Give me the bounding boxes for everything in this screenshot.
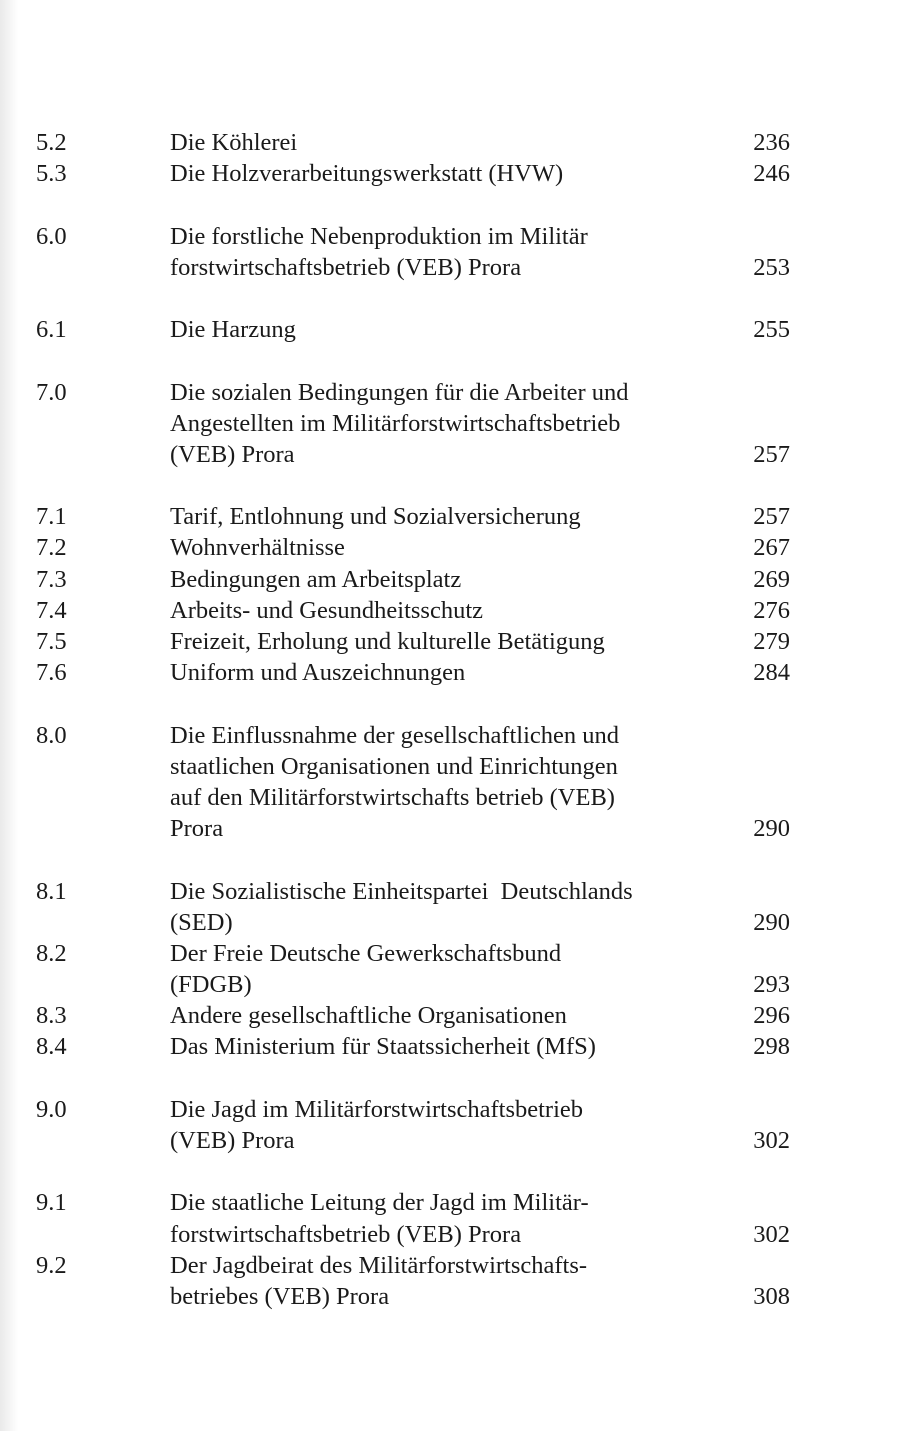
page-number: 253 (753, 253, 790, 281)
section-title: Bedingungen am Arbeitsplatz (170, 565, 462, 593)
page-number: 308 (753, 1282, 790, 1310)
section-number: 7.3 (36, 565, 67, 593)
section-title-continued: (VEB) Prora (170, 1127, 295, 1154)
page-number: 246 (753, 160, 790, 188)
toc-entry-8-1 (0, 876, 900, 938)
page-number: 276 (753, 596, 790, 624)
section-number: 9.2 (36, 1251, 67, 1279)
section-title: Die staatliche Leitung der Jagd im Militär- (170, 1189, 589, 1217)
toc-entry-5-3 (0, 158, 900, 189)
section-title: Die Sozialistische Einheitspartei Deutschlands (170, 877, 633, 905)
section-title-continued: staatlichen Organisationen und Einrichtungen (170, 752, 618, 780)
page-number: 302 (753, 1220, 790, 1248)
section-number: 8.4 (36, 1033, 67, 1061)
section-title: Die Harzung (170, 316, 296, 344)
page-number: 284 (753, 659, 790, 687)
section-number: 9.0 (36, 1095, 67, 1123)
toc-entry-9-1 (0, 1187, 900, 1249)
section-title-continued: betriebes (VEB) Prora (170, 1282, 390, 1310)
toc-entry-7-2 (0, 532, 900, 563)
page-number: 267 (753, 534, 790, 562)
section-title-continued: auf den Militärforstwirtschafts betrieb (VEB) (170, 783, 615, 811)
section-title: Die sozialen Bedingungen für die Arbeiter und (170, 378, 629, 406)
spacer (0, 1063, 900, 1094)
section-title: Arbeits- und Gesundheitsschutz (170, 596, 483, 624)
page-number: 293 (753, 971, 790, 999)
section-number: 8.0 (36, 721, 67, 749)
toc-entry-7-0 (0, 377, 900, 471)
section-title: Uniform und Auszeichnungen (170, 659, 466, 687)
section-title-continued: forstwirtschaftsbetrieb (VEB) Prora (170, 253, 522, 281)
toc-entry-8-2 (0, 938, 900, 1000)
page-number: 279 (753, 628, 790, 655)
page-number: 302 (753, 1127, 790, 1154)
section-number: 7.1 (36, 503, 67, 531)
section-title: Die forstliche Nebenproduktion im Militär (170, 222, 588, 250)
section-title-continued: forstwirtschaftsbetrieb (VEB) Prora (170, 1220, 522, 1248)
toc-entry-9-2 (0, 1250, 900, 1312)
section-number: 5.3 (36, 160, 67, 188)
page-number: 255 (753, 316, 790, 344)
page-number: 269 (753, 565, 790, 593)
section-title: Tarif, Entlohnung und Sozialversicherung (170, 503, 581, 531)
section-number: 7.0 (36, 378, 67, 406)
spacer (0, 1156, 900, 1187)
toc-entry-6-1 (0, 314, 900, 345)
page-number: 257 (753, 503, 790, 531)
section-number: 9.1 (36, 1189, 67, 1217)
table-of-contents (0, 127, 900, 1312)
page-number: 298 (753, 1033, 790, 1061)
section-number: 8.3 (36, 1002, 67, 1030)
section-number: 8.2 (36, 939, 67, 967)
section-title-continued: (FDGB) (170, 971, 252, 999)
section-title-continued: Angestellten im Militärforstwirtschaftsbetrieb (170, 409, 621, 437)
toc-entry-8-0 (0, 720, 900, 845)
section-title: Andere gesellschaftliche Organisationen (170, 1002, 567, 1030)
toc-entry-6-0 (0, 221, 900, 283)
page-number: 290 (753, 908, 790, 936)
section-title: Wohnverhältnisse (170, 534, 345, 562)
spacer (0, 688, 900, 719)
section-title: Der Freie Deutsche Gewerkschaftsbund (170, 939, 562, 967)
section-title-continued: (SED) (170, 908, 233, 936)
toc-entry-7-4 (0, 595, 900, 626)
section-number: 7.2 (36, 534, 67, 562)
page-number: 236 (753, 129, 790, 156)
spacer (0, 283, 900, 314)
toc-entry-9-0 (0, 1094, 900, 1156)
spacer (0, 470, 900, 501)
section-title: Die Jagd im Militärforstwirtschaftsbetrieb (170, 1095, 583, 1123)
page-number: 290 (753, 815, 790, 843)
toc-entry-5-2 (0, 127, 900, 158)
section-number: 7.6 (36, 659, 67, 687)
toc-entry-7-6 (0, 657, 900, 688)
section-title: Die Holzverarbeitungswerkstatt (HVW) (170, 160, 564, 188)
toc-entry-7-5 (0, 626, 900, 657)
toc-entry-8-3 (0, 1000, 900, 1031)
spacer (0, 189, 900, 220)
section-title: Das Ministerium für Staatssicherheit (MfS) (170, 1033, 596, 1061)
section-number: 7.5 (36, 628, 67, 655)
section-title-continued: (VEB) Prora (170, 440, 295, 468)
section-number: 6.1 (36, 316, 67, 344)
spacer (0, 345, 900, 376)
section-title: Freizeit, Erholung und kulturelle Betätigung (170, 628, 605, 655)
spacer (0, 844, 900, 875)
toc-entry-7-3 (0, 564, 900, 595)
page-number: 257 (753, 440, 790, 468)
toc-entry-8-4 (0, 1031, 900, 1062)
section-title: Der Jagdbeirat des Militärforstwirtschafts- (170, 1251, 588, 1279)
section-number: 5.2 (36, 129, 67, 156)
section-title-continued: Prora (170, 815, 224, 843)
page-number: 296 (753, 1002, 790, 1030)
section-number: 7.4 (36, 596, 67, 624)
section-number: 6.0 (36, 222, 67, 250)
toc-entry-7-1 (0, 501, 900, 532)
section-number: 8.1 (36, 877, 67, 905)
section-title: Die Einflussnahme der gesellschaftlichen und (170, 721, 620, 749)
section-title: Die Köhlerei (170, 129, 298, 156)
